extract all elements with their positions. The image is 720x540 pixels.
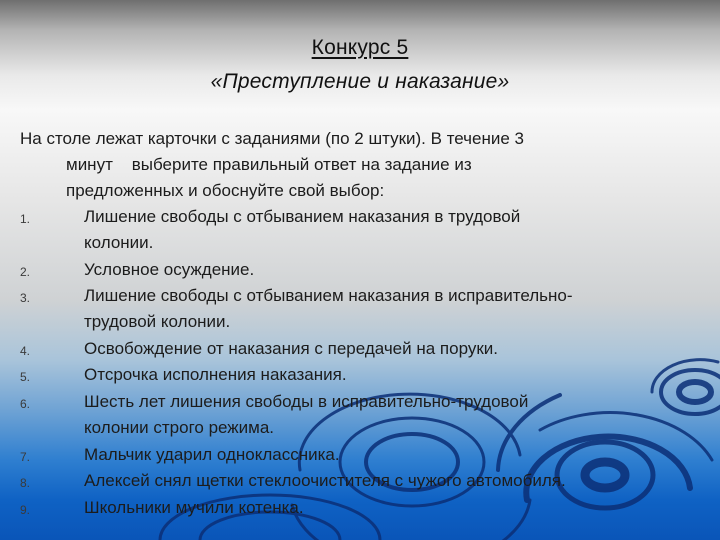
- item-text-continued: трудовой колонии.: [84, 312, 231, 331]
- item-text: Мальчик ударил одноклассника.: [84, 445, 340, 464]
- intro-line-2: минут выберите правильный ответ на задание из: [66, 155, 472, 174]
- slide-subtitle: «Преступление и наказание»: [210, 70, 510, 93]
- ripple-medium: [292, 394, 530, 540]
- item-number: 5.: [20, 370, 31, 384]
- item-number: 2.: [20, 265, 31, 279]
- slide-title: Конкурс 5: [311, 36, 409, 59]
- item-number: 1.: [20, 212, 31, 226]
- item-number: 9.: [20, 503, 31, 517]
- item-text: Отсрочка исполнения наказания.: [84, 365, 347, 384]
- item-text: Алексей снял щетки стеклоочистителя с чужого автомобиля.: [84, 471, 566, 490]
- item-number: 4.: [20, 344, 31, 358]
- intro-line-1: На столе лежат карточки с заданиями (по 2 штуки). В течение 3: [20, 129, 525, 148]
- item-text: Школьники мучили котенка.: [84, 498, 304, 517]
- item-number: 8.: [20, 476, 31, 490]
- item-text-continued: колонии.: [84, 233, 154, 252]
- item-text: Лишение свободы с отбыванием наказания в исправительно-: [84, 286, 573, 305]
- item-number: 3.: [20, 291, 31, 305]
- intro-line-3: предложенных и обоснуйте свой выбор:: [66, 181, 385, 200]
- item-text: Условное осуждение.: [84, 260, 255, 279]
- item-number: 7.: [20, 450, 31, 464]
- item-text-continued: колонии строго режима.: [84, 418, 275, 437]
- item-text: Шесть лет лишения свободы в исправительно-трудовой: [84, 392, 529, 411]
- item-text: Освобождение от наказания с передачей на поруки.: [84, 339, 498, 358]
- ripple-small: [652, 360, 720, 414]
- item-number: 6.: [20, 397, 31, 411]
- item-text: Лишение свободы с отбыванием наказания в трудовой: [84, 207, 521, 226]
